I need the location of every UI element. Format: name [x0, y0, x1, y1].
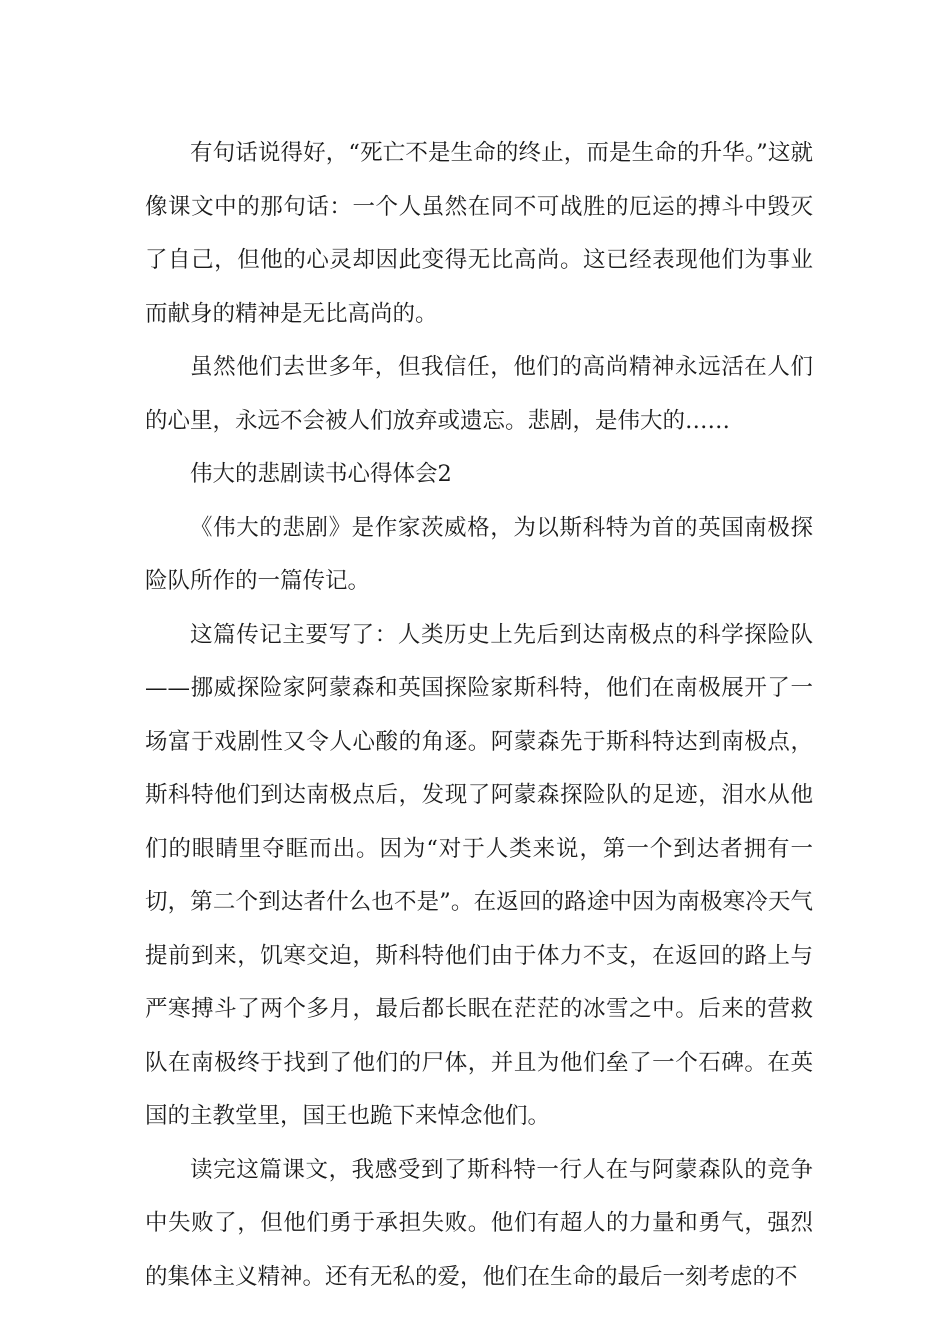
paragraph-summary: 这篇传记主要写了：人类历史上先后到达南极点的科学探险队——挪威探险家阿蒙森和英国探险家斯科特，他们在南极展开了一场富于戏剧性又令人心酸的角逐。阿蒙森先于斯科特达到南极点，斯科特他们到达南极点后，发现了阿蒙森探险队的足迹，泪水从他们的眼睛里夺眶而出。因为“对于人类来说，第一个到达者拥有一切，第二个到达者什么也不是”。在返回的路途中因为南极寒冷天气提前到来，饥寒交迫，斯科特他们由于体力不支，在返回的路上与严寒搏斗了两个多月，最后都长眠在茫茫的冰雪之中。后来的营救队在南极终于找到了他们的尸体，并且为他们垒了一个石碑。在英国的主教堂里，国王也跪下来悼念他们。	[145, 621, 813, 1129]
paragraph-reflection: 读完这篇课文，我感受到了斯科特一行人在与阿蒙森队的竞争中失败了，但他们勇于承担失败。他们有超人的力量和勇气，强烈的集体主义精神。还有无私的爱，他们在生命的最后一刻考虑的不	[145, 1156, 813, 1290]
paragraph-intro: 《伟大的悲剧》是作家茨威格，为以斯科特为首的英国南极探险队所作的一篇传记。	[145, 514, 813, 594]
paragraph-death-quote: 有句话说得好，“死亡不是生命的终止，而是生命的升华。”这就像课文中的那句话：一个人虽然在同不可战胜的厄运的搏斗中毁灭了自己，但他的心灵却因此变得无比高尚。这已经表现他们为事业而献身的精神是无比高尚的。	[145, 140, 813, 327]
document-body	[145, 127, 813, 1304]
section-heading: 伟大的悲剧读书心得体会2	[190, 461, 452, 487]
paragraph-spirit-lives-on: 虽然他们去世多年，但我信任，他们的高尚精神永远活在人们的心里，永远不会被人们放弃或遗忘。悲剧，是伟大的……	[145, 354, 813, 434]
